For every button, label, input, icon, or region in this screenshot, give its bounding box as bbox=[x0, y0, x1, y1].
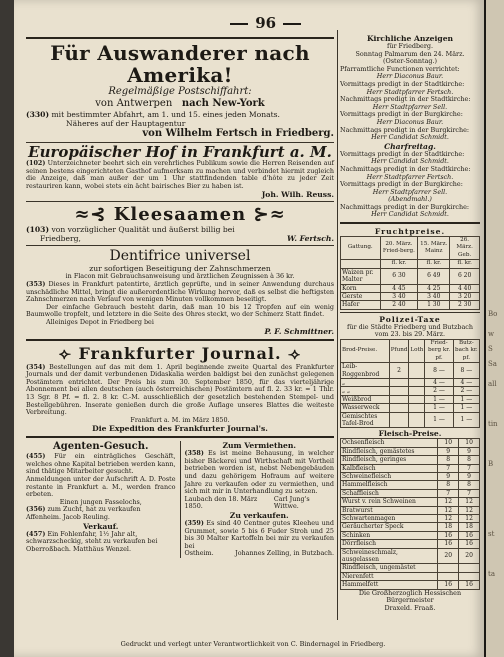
church-item-person: Herr Candidat Schmidt. bbox=[371, 133, 449, 142]
church-item-person: Herr Diaconus Baur. bbox=[376, 72, 444, 81]
bread-row-value bbox=[409, 404, 425, 412]
divider bbox=[340, 312, 480, 313]
meat-row-value: 20 bbox=[438, 548, 459, 564]
dentifrice-sub2: in Flacon mit Gebrauchsanweisung und ärztlichen Zeugnissen à 36 kr. bbox=[65, 272, 295, 281]
church-item-person: Herr Stadtpfarrer Sell. bbox=[372, 102, 448, 111]
divider bbox=[26, 37, 334, 39]
meat-row-value: 7 bbox=[459, 489, 480, 497]
bread-header-row bbox=[341, 339, 480, 362]
bread-row bbox=[341, 363, 480, 379]
bread-row-value bbox=[389, 387, 409, 395]
meat-row-value: 7 bbox=[459, 464, 480, 472]
meat-row-value: 16 bbox=[438, 581, 459, 589]
meat-row bbox=[341, 489, 480, 497]
fruit-header-cell: 15. März. Mainz bbox=[418, 237, 450, 260]
meat-row-name: Hammelfleisch bbox=[341, 481, 438, 489]
meat-row-value: 9 bbox=[459, 447, 480, 455]
police-title: Polizei-Taxe bbox=[379, 314, 441, 324]
fruit-title: Fruchtpreise. bbox=[374, 227, 446, 237]
fruit-prices bbox=[340, 227, 480, 310]
meat-row-value: 16 bbox=[438, 540, 459, 548]
clover-sign-row: Friedberg, W. Fertsch. bbox=[40, 234, 334, 244]
church-item-person: Herr Stadtpfarrer Sell. bbox=[372, 187, 448, 196]
bread-row-value: 1 — bbox=[453, 412, 479, 428]
church-friday: Charfreitag. bbox=[384, 141, 436, 151]
church-item-heading: Pfarramtliche Functionen verrichtet: bbox=[340, 64, 460, 73]
meat-row bbox=[341, 456, 480, 464]
dentifrice-text2: Der einfache Gebrauch besteht darin, daß man 10 bis 12 Tropfen auf ein wenig Baumwolle tropfelt, und letztere in die Seite des Ohres steckt, wo der Schmerz Statt findet. bbox=[26, 302, 334, 319]
meat-row bbox=[341, 464, 480, 472]
church-sunday2: (Oster-Sonntag.) bbox=[382, 57, 438, 66]
meat-row bbox=[341, 564, 480, 572]
church-item-person: Herr Stadtpfarrer Fertsch. bbox=[366, 87, 454, 96]
meat-row-name: Geräucherter Speck bbox=[341, 523, 438, 531]
agents-text: (455) Für ein einträgliches Geschäft, welches ohne Kapital betrieben werden kann, sind thätige Mitarbeiter gesucht. bbox=[26, 452, 176, 476]
meat-row-value: 16 bbox=[459, 531, 480, 539]
meat-row-name: Ochsenfleisch bbox=[341, 439, 438, 447]
meat-row-name: Nierenfett bbox=[341, 572, 438, 580]
divider bbox=[26, 436, 334, 438]
fruit-row bbox=[341, 301, 480, 309]
goats-text: (356) zum Zucht, hat zu verkaufen bbox=[26, 505, 141, 514]
bread-row-value: 2 — bbox=[425, 387, 453, 395]
meat-row-value: 18 bbox=[459, 523, 480, 531]
divider bbox=[340, 222, 480, 224]
fruit-row-value: 4 45 bbox=[380, 284, 418, 292]
hotel-signature: Joh. Wilh. Reuss. bbox=[261, 190, 334, 200]
fruit-row-value: 4 25 bbox=[418, 284, 450, 292]
scan-left-edge bbox=[0, 0, 14, 657]
meat-row-value: 10 bbox=[459, 439, 480, 447]
bread-row bbox=[341, 395, 480, 403]
fruit-row bbox=[341, 268, 480, 284]
journal-text: (354) Bestellungen auf das mit dem 1. April beginnende zweite Quartal des Frankfurter Journals und der damit verbundenen Didaskalia werden baldigst bei den zunächst gelegenen Postämtern entrichtet. Der Preis bis zum 30. September 1850, für das vierteljährige Abonnement bei allen deutschen (auch österreichischen) Postämtern auf fl. 2. 33 kr. = 1 Thlr. 13 Sgr. 8 Pf. = fl. 2. 8 kr. C.-M. ausschließlich der gesetzlich bestehenden Stempel- und Bestellgebühren. Inserate genießen durch die große Auflage unseres Blattes die weiteste Verbreitung. bbox=[26, 362, 334, 417]
meat-row-value: 12 bbox=[459, 498, 480, 506]
meat-row bbox=[341, 540, 480, 548]
fruit-units-row bbox=[341, 260, 480, 268]
meat-row-value: 7 bbox=[438, 464, 459, 472]
hotel-title: Europäischer Hof in Frankfurt a. M. bbox=[28, 143, 332, 161]
journal-ad bbox=[26, 344, 334, 434]
rent-ad bbox=[180, 441, 335, 558]
bread-row-name: Leib-Roggenbrod bbox=[341, 363, 390, 379]
meat-row-value: 20 bbox=[459, 548, 480, 564]
bread-row-value bbox=[409, 378, 425, 386]
church-item-person: Herr Stadtpfarrer Fertsch. bbox=[366, 172, 454, 181]
church-sunday: Sonntag Palmarum den 24. März. bbox=[355, 49, 465, 58]
fruit-unit-cell: fl. kr. bbox=[380, 260, 418, 268]
emigrants-route: von Antwerpen nach New-York bbox=[95, 98, 265, 109]
bread-row-value bbox=[409, 412, 425, 428]
bread-row-value: 8 — bbox=[453, 363, 479, 379]
fruit-row bbox=[341, 284, 480, 292]
agents-ad bbox=[26, 441, 176, 558]
meat-row-name: Rindfleisch, ungemästet bbox=[341, 564, 438, 572]
bread-row-value: 2 — bbox=[453, 387, 479, 395]
column-divider bbox=[337, 30, 338, 620]
meat-row-name: Rindfleisch, geringes bbox=[341, 456, 438, 464]
journal-date: Frankfurt a. M. im März 1850. bbox=[130, 415, 230, 424]
dentifrice-depot: Alleiniges Depot in Friedberg bei bbox=[46, 317, 154, 326]
footer-imprint: Gedruckt und verlegt unter Verantwortlichkeit von C. Bindernagel in Friedberg. bbox=[120, 640, 386, 648]
fruit-row-value: 2 40 bbox=[380, 301, 418, 309]
church-item-person: Herr Candidat Schmidt. bbox=[371, 157, 449, 166]
meat-row bbox=[341, 523, 480, 531]
bread-head-3: Butz-bach kr. pf. bbox=[455, 339, 478, 361]
fruit-header-cell: 26. März. Geb. bbox=[450, 237, 480, 260]
bread-row-value bbox=[389, 395, 409, 403]
bread-row-name: „ bbox=[341, 378, 390, 386]
meat-row bbox=[341, 531, 480, 539]
fruit-unit-cell: fl. kr. bbox=[418, 260, 450, 268]
church-subtitle: für Friedberg. bbox=[386, 42, 434, 50]
meat-row-value: 7 bbox=[438, 489, 459, 497]
fruit-row bbox=[341, 292, 480, 300]
rent-text: (358) Es ist meine Behausung, in welcher bisher Bäckerei und Wirthschaft mit Vortheil betrieben worden ist, nebst Nebengebäuden und dazu gehörigem Hofraum auf weitere Jahre zu verkaufen oder zu vermiethen, und sich mit mir in Unterhandlung zu setzen. bbox=[184, 449, 334, 496]
bread-row-value: 1 — bbox=[453, 404, 479, 412]
bread-row bbox=[341, 387, 480, 395]
meat-row-value: 8 bbox=[438, 481, 459, 489]
fruit-table bbox=[340, 236, 480, 310]
emigrants-line1: Regelmäßige Postschiffahrt: bbox=[108, 86, 252, 97]
meat-row-value: 9 bbox=[459, 473, 480, 481]
fruit-header-cell: Gattung. bbox=[341, 237, 381, 260]
police-sub: für die Städte Friedberg und Butzbach bbox=[347, 322, 473, 331]
fruit-row-value: 2 30 bbox=[450, 301, 480, 309]
fruit-row-value: 3 40 bbox=[418, 292, 450, 300]
bread-row-value: 4 — bbox=[425, 378, 453, 386]
bread-row bbox=[341, 404, 480, 412]
meat-body bbox=[341, 439, 480, 589]
hotel-text: (102) Unterzeichneter beehrt sich ein verehrliches Publikum sowie die Herren Reisenden auf seinen bestens eingerichteten Gasthof aufmerksam zu machen und verbindet hiermit zugleich die Anzeige, daß man außer der um 1 Uhr stattfindenden table d'hôte zu jeder Zeit restauriren kann, wobei stets ein ächt bairisches Bier zu haben ist. bbox=[26, 159, 334, 190]
bread-head-0: Pfund bbox=[389, 339, 409, 362]
bread-row-name: Weißbrod bbox=[341, 395, 390, 403]
church-notices bbox=[340, 34, 480, 219]
meat-row bbox=[341, 581, 480, 589]
meat-row bbox=[341, 481, 480, 489]
police-sign: Die Großherzoglich Hessischen Bürgermeister bbox=[358, 588, 462, 605]
clover-ad bbox=[26, 204, 334, 243]
meat-row-name: Schaffleisch bbox=[341, 489, 438, 497]
meat-row-value: 18 bbox=[438, 523, 459, 531]
meat-title: Fleisch-Preise. bbox=[378, 429, 442, 439]
meat-row-name: Schinken bbox=[341, 531, 438, 539]
rent-title: Zum Vermiethen. bbox=[222, 441, 297, 451]
church-item-person: Herr Candidat Schmidt. bbox=[371, 210, 449, 219]
church-item-person: (Abendmahl.) bbox=[388, 195, 432, 204]
bread-title: Brod-Preise. bbox=[341, 339, 390, 362]
meat-row-value: 12 bbox=[438, 498, 459, 506]
right-column bbox=[340, 34, 480, 612]
meat-row-name: Dörrfleisch bbox=[341, 540, 438, 548]
agents-title: Agenten-Gesuch. bbox=[53, 441, 149, 453]
meat-row-value: 12 bbox=[438, 515, 459, 523]
church-items-friday bbox=[340, 151, 480, 219]
dentifrice-ad bbox=[26, 248, 334, 335]
bread-row-value bbox=[409, 395, 425, 403]
clover-title: ≈⊰ Kleesaamen ⊱≈ bbox=[74, 204, 286, 226]
meat-row-name: Bratwurst bbox=[341, 506, 438, 514]
bread-body bbox=[341, 363, 480, 428]
fruit-header-row bbox=[341, 237, 480, 260]
divider bbox=[26, 339, 334, 341]
bread-row-name: Gemischtes Tafel-Brod bbox=[341, 412, 390, 428]
fruit-row-value: 6 30 bbox=[380, 268, 418, 284]
page-number: 96 bbox=[228, 14, 303, 32]
meat-row-name: Schweinefleisch bbox=[341, 473, 438, 481]
church-item-heading: Vormittags predigt in der Stadtkirche: bbox=[340, 149, 465, 158]
meat-row-value bbox=[459, 572, 480, 580]
fruit-row-name: Gerste bbox=[341, 292, 381, 300]
dentifrice-signature: P. F. Schmittner. bbox=[264, 326, 334, 336]
meat-row-name: Schwartenmagen bbox=[341, 515, 438, 523]
fruit-unit-cell: fl. kr. bbox=[450, 260, 480, 268]
divider bbox=[26, 201, 334, 202]
church-item-person: Herr Diaconus Baur. bbox=[376, 117, 444, 126]
fruit-row-name: Waizen pr. Malter bbox=[341, 268, 381, 284]
meat-row-name: Hammelfett bbox=[341, 581, 438, 589]
bread-row-value: 2 bbox=[389, 363, 409, 379]
church-item-heading: Nachmittags predigt in der Stadtkirche: bbox=[340, 95, 471, 104]
emigrants-title: Für Auswanderer nach Amerika! bbox=[50, 41, 310, 87]
emigrants-ad bbox=[26, 42, 334, 140]
meat-row-value bbox=[438, 572, 459, 580]
fruit-unit-cell bbox=[341, 260, 381, 268]
emigrants-detail: (330) mit bestimmter Abfahrt, am 1. und 15. eines jeden Monats. bbox=[26, 110, 280, 119]
meat-table bbox=[340, 438, 480, 589]
sale-name: Oberroßbach. Matthäus Wenzel. bbox=[26, 544, 132, 553]
emigrants-more: Näheres auf der Hauptagentur bbox=[66, 119, 186, 128]
fruit-row-value: 1 30 bbox=[418, 301, 450, 309]
bread-table bbox=[340, 339, 480, 428]
bread-row-value bbox=[389, 404, 409, 412]
fruit-row-name: Hafer bbox=[341, 301, 381, 309]
fruit-header-cell: 20. März. Fried-berg. bbox=[380, 237, 418, 260]
bread-row-value bbox=[409, 363, 425, 379]
meat-row-value: 8 bbox=[459, 481, 480, 489]
meat-row-name: Wurst v. rein Schweinen bbox=[341, 498, 438, 506]
meat-row-name: Rindfleisch, gemästetes bbox=[341, 447, 438, 455]
dentifrice-sub: zur sofortigen Beseitigung der Zahnschmerzen bbox=[89, 264, 271, 274]
dentifrice-title: Dentifrice universel bbox=[109, 248, 251, 265]
meat-row bbox=[341, 515, 480, 523]
police-sign2: Draxeld. Fraaß. bbox=[384, 603, 436, 612]
meat-row-value: 12 bbox=[459, 506, 480, 514]
meat-row-value: 12 bbox=[438, 506, 459, 514]
church-item-heading: Vormittags predigt in der Burgkirche: bbox=[340, 110, 463, 119]
bread-row-value: 8 — bbox=[425, 363, 453, 379]
fruit-row-value: 6 20 bbox=[450, 268, 480, 284]
rent-sign: Laubach den 18. März 1850. Carl Jung's Wittwe. bbox=[184, 494, 310, 511]
agents-text2: Anmeldungen unter der Aufschrift A. D. Poste restante in Frankfurt a. M., werden franco erbeten. bbox=[26, 475, 176, 499]
fruit-row-value: 3 40 bbox=[380, 292, 418, 300]
meat-row bbox=[341, 572, 480, 580]
bread-row-value: 1 — bbox=[425, 395, 453, 403]
meat-row-value: 8 bbox=[459, 456, 480, 464]
meat-row-value: 9 bbox=[438, 447, 459, 455]
bottom-ads bbox=[26, 441, 334, 558]
meat-row-name: Kalbfleisch bbox=[341, 464, 438, 472]
bread-row-value: 1 — bbox=[425, 404, 453, 412]
church-title: Kirchliche Anzeigen bbox=[366, 34, 454, 43]
fruit-body bbox=[341, 268, 480, 309]
meat-row bbox=[341, 498, 480, 506]
police-taxe bbox=[340, 315, 480, 613]
clover-text: (103) von vorzüglicher Qualität und äußerst billig bei bbox=[26, 225, 235, 235]
bread-row bbox=[341, 412, 480, 428]
church-item-heading: Nachmittags predigt in der Burgkirche: bbox=[340, 202, 470, 211]
sale-text: (457) Ein Fohlenfahr, 1½ Jahr alt, schwarzscheckig, steht zu verkaufen bei bbox=[26, 529, 158, 546]
meat-row-value: 16 bbox=[459, 540, 480, 548]
fruit-row-value: 3 20 bbox=[450, 292, 480, 300]
meat-row bbox=[341, 447, 480, 455]
sale-title: Verkauf. bbox=[83, 521, 119, 531]
bread-row-value bbox=[389, 412, 409, 428]
hotel-ad bbox=[26, 145, 334, 199]
meat-row-value: 16 bbox=[459, 581, 480, 589]
police-sub2: vom 23. bis 29. März. bbox=[374, 330, 446, 339]
goats-title: Einen jungen Fasselochs, bbox=[59, 497, 142, 506]
meat-row-value: 8 bbox=[438, 456, 459, 464]
meat-row-value: 9 bbox=[438, 473, 459, 481]
bread-row-name: Wasserweck bbox=[341, 404, 390, 412]
church-items bbox=[340, 66, 480, 142]
fruit-row-name: Korn bbox=[341, 284, 381, 292]
divider bbox=[26, 245, 334, 246]
church-item-heading: Nachmittags predigt in der Burgkirche: bbox=[340, 125, 470, 134]
goats-name: Affenheim. Jacob Reuling. bbox=[26, 513, 110, 522]
bread-row-name: „ „ bbox=[341, 387, 390, 395]
bread-row-value: 1 — bbox=[425, 412, 453, 428]
church-item-heading: Vormittags predigt in der Stadtkirche: bbox=[340, 79, 465, 88]
meat-row bbox=[341, 439, 480, 447]
fruit-row-value: 6 49 bbox=[418, 268, 450, 284]
church-item-heading: Vormittags predigt in der Burgkirche: bbox=[340, 180, 463, 189]
meat-row bbox=[341, 506, 480, 514]
meat-row bbox=[341, 548, 480, 564]
fruit-row-value: 4 40 bbox=[450, 284, 480, 292]
meat-row-value: 16 bbox=[438, 531, 459, 539]
meat-row-name: Schweineschmalz, ausgelassen bbox=[341, 548, 438, 564]
emigrants-agent: von Wilhelm Fertsch in Friedberg. bbox=[142, 128, 334, 139]
bread-head-1: Loth bbox=[409, 339, 425, 362]
journal-title: ⟣ Frankfurter Journal. ⟢ bbox=[59, 343, 301, 363]
bread-row bbox=[341, 378, 480, 386]
scan-right-strip: Bo w S Sa all tin B st ta bbox=[484, 0, 504, 657]
dentifrice-text: (353) Dieses in Frankfurt patentirte, ärztlich geprüfte, und in seiner Anwendung durchaus unschädliche Mittel, bringt die außerordentliche Wirkung hervor, daß es selbst die heftigsten Zahnschmerzen nach Verlauf von wenigen Minuten vollkommen beseitigt. bbox=[26, 279, 334, 304]
meat-row bbox=[341, 473, 480, 481]
meat-row-value bbox=[438, 564, 459, 572]
rent-sale-text: (359) Es sind 40 Centner gutes Kleeheu und Grummet, sowie 5 bis 6 Fuder Stroh und 25 bis 30 Malter Kartoffeln bei mir zu verkaufen bei bbox=[184, 519, 334, 550]
church-item-heading: Nachmittags predigt in der Stadtkirche: bbox=[340, 164, 471, 173]
journal-sign: Die Expedition des Frankfurter Journal's. bbox=[92, 424, 268, 434]
meat-row-value bbox=[459, 564, 480, 572]
rent-sale-title: Zu verkaufen. bbox=[229, 511, 289, 521]
left-column bbox=[26, 34, 334, 558]
bread-row-value bbox=[389, 378, 409, 386]
meat-row-value: 10 bbox=[438, 439, 459, 447]
bread-head-2: Fried-berg kr. pf. bbox=[425, 339, 453, 362]
bread-row-value: 4 — bbox=[453, 378, 479, 386]
meat-row-value: 12 bbox=[459, 515, 480, 523]
bread-row-value: 1 — bbox=[453, 395, 479, 403]
bread-row-value bbox=[409, 387, 425, 395]
rent-sale-sign: Ostheim. Johannes Zelling, in Butzbach. bbox=[184, 549, 334, 558]
